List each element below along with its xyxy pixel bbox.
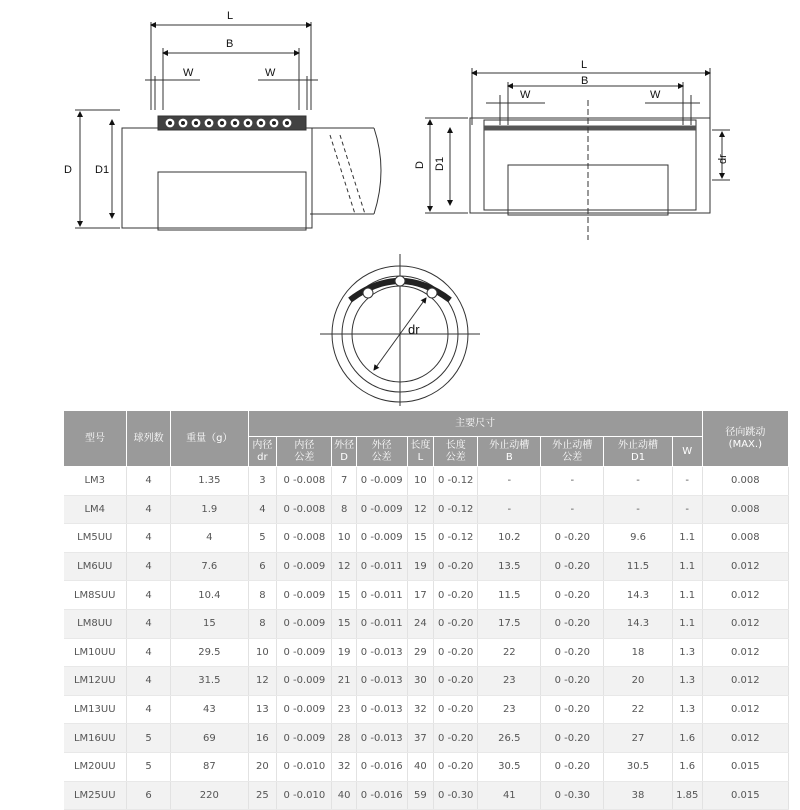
table-cell: LM13UU [64, 695, 127, 724]
table-cell: 0 -0.20 [541, 581, 604, 610]
table-cell: 0 -0.008 [277, 495, 332, 524]
table-cell: 32 [407, 695, 434, 724]
col-L-tol: 长度 公差 [434, 437, 478, 467]
side-D-label: D [64, 164, 72, 176]
table-cell: - [541, 495, 604, 524]
table-cell: 0.012 [702, 581, 788, 610]
table-cell: 0.008 [702, 524, 788, 553]
table-cell: 0 -0.016 [356, 752, 407, 781]
table-row [64, 524, 789, 553]
long-B-label: B [581, 75, 589, 87]
table-cell: 17 [407, 581, 434, 610]
table-cell: 19 [332, 638, 356, 667]
table-row [64, 467, 789, 496]
table-cell: 0.015 [702, 752, 788, 781]
table-cell: 0 -0.20 [434, 667, 478, 696]
table-cell: 0 -0.20 [434, 638, 478, 667]
table-cell: 21 [332, 667, 356, 696]
table-cell: 0 -0.008 [277, 524, 332, 553]
table-cell: 43 [171, 695, 248, 724]
table-cell: 4 [126, 467, 170, 496]
table-cell: 0.012 [702, 695, 788, 724]
table-cell: 1.6 [672, 752, 702, 781]
table-cell: 4 [126, 695, 170, 724]
table-cell: 3 [248, 467, 277, 496]
section-dr-label: dr [408, 322, 420, 337]
table-row [64, 552, 789, 581]
table-cell: 23 [332, 695, 356, 724]
col-model: 型号 [64, 411, 127, 467]
table-cell: 4 [248, 495, 277, 524]
table-row [64, 781, 789, 810]
table-cell: 22 [478, 638, 541, 667]
spec-table [63, 410, 789, 810]
long-W-left-label: W [520, 89, 531, 101]
table-cell: 30.5 [478, 752, 541, 781]
table-cell: LM25UU [64, 781, 127, 810]
table-cell: 1.1 [672, 609, 702, 638]
table-cell: 0 -0.009 [277, 609, 332, 638]
table-cell: 30 [407, 667, 434, 696]
table-cell: 0.012 [702, 667, 788, 696]
table-cell: 0 -0.010 [277, 752, 332, 781]
table-cell: 1.6 [672, 724, 702, 753]
table-cell: 15 [332, 609, 356, 638]
table-cell: 0 -0.20 [541, 752, 604, 781]
table-cell: 0 -0.009 [277, 724, 332, 753]
table-cell: 40 [407, 752, 434, 781]
table-cell: 0.012 [702, 609, 788, 638]
col-balls: 球列数 [126, 411, 170, 467]
table-cell: 0.015 [702, 781, 788, 810]
table-cell: 0 -0.011 [356, 609, 407, 638]
table-cell: - [604, 495, 673, 524]
table-cell: 37 [407, 724, 434, 753]
table-cell: 1.3 [672, 638, 702, 667]
table-cell: 0 -0.20 [541, 667, 604, 696]
long-dr-label: dr [717, 154, 729, 164]
table-cell: LM8UU [64, 609, 127, 638]
table-cell: - [672, 495, 702, 524]
table-cell: 22 [604, 695, 673, 724]
col-main-dims: 主要尺寸 [248, 411, 702, 437]
table-cell: 8 [332, 495, 356, 524]
table-cell: 18 [604, 638, 673, 667]
table-cell: 59 [407, 781, 434, 810]
table-cell: 5 [126, 724, 170, 753]
table-cell: 0 -0.12 [434, 495, 478, 524]
table-cell: 20 [604, 667, 673, 696]
table-cell: 10 [248, 638, 277, 667]
table-cell: 9.6 [604, 524, 673, 553]
long-view [425, 68, 730, 240]
table-cell: 0 -0.20 [434, 552, 478, 581]
table-cell: 0 -0.013 [356, 667, 407, 696]
side-W-right-label: W [265, 67, 276, 79]
side-W-left-label: W [183, 67, 194, 79]
table-cell: LM8SUU [64, 581, 127, 610]
table-cell: 0.008 [702, 467, 788, 496]
table-cell: 11.5 [604, 552, 673, 581]
table-cell: 4 [126, 667, 170, 696]
table-row [64, 695, 789, 724]
table-cell: 0.012 [702, 724, 788, 753]
table-cell: 0 -0.12 [434, 524, 478, 553]
table-row [64, 667, 789, 696]
table-cell: 25 [248, 781, 277, 810]
table-cell: 0 -0.009 [356, 467, 407, 496]
table-cell: 15 [332, 581, 356, 610]
table-cell: 23 [478, 667, 541, 696]
table-cell: 0 -0.013 [356, 638, 407, 667]
table-cell: 27 [604, 724, 673, 753]
side-D1-label: D1 [95, 164, 110, 176]
table-cell: 0 -0.013 [356, 695, 407, 724]
table-cell: 0 -0.009 [277, 638, 332, 667]
table-cell: 4 [126, 609, 170, 638]
table-cell: 29 [407, 638, 434, 667]
table-row [64, 495, 789, 524]
table-row [64, 581, 789, 610]
col-weight: 重量（g） [171, 411, 248, 467]
spec-table-body [64, 467, 789, 810]
col-D: 外径 D [332, 437, 356, 467]
table-cell: 1.1 [672, 552, 702, 581]
table-cell: 7 [332, 467, 356, 496]
table-cell: 14.3 [604, 581, 673, 610]
table-cell: 32 [332, 752, 356, 781]
table-cell: - [541, 467, 604, 496]
table-cell: 1.85 [672, 781, 702, 810]
table-cell: 31.5 [171, 667, 248, 696]
table-cell: 8 [248, 581, 277, 610]
long-W-right-label: W [650, 89, 661, 101]
col-D1: 外止动槽 D1 [604, 437, 673, 467]
long-L-label: L [581, 59, 588, 71]
table-cell: 4 [126, 638, 170, 667]
table-cell: 4 [126, 524, 170, 553]
table-cell: 0 -0.011 [356, 581, 407, 610]
side-view [75, 22, 381, 230]
table-cell: 10 [407, 467, 434, 496]
section-view [320, 254, 480, 406]
table-cell: 12 [332, 552, 356, 581]
table-cell: 29.5 [171, 638, 248, 667]
table-row [64, 638, 789, 667]
table-cell: 1.3 [672, 695, 702, 724]
table-cell: 0 -0.20 [541, 609, 604, 638]
table-cell: 19 [407, 552, 434, 581]
table-cell: 15 [171, 609, 248, 638]
side-B-label: B [226, 38, 234, 50]
table-cell: 0.012 [702, 638, 788, 667]
table-cell: 0 -0.009 [356, 524, 407, 553]
table-cell: 0.008 [702, 495, 788, 524]
table-cell: 1.35 [171, 467, 248, 496]
table-cell: 0 -0.20 [434, 695, 478, 724]
table-cell: 4 [126, 495, 170, 524]
table-cell: 0 -0.010 [277, 781, 332, 810]
table-cell: 0 -0.30 [541, 781, 604, 810]
table-cell: 13 [248, 695, 277, 724]
table-cell: LM4 [64, 495, 127, 524]
col-radial [702, 411, 788, 467]
table-cell: 23 [478, 695, 541, 724]
table-cell: 38 [604, 781, 673, 810]
col-B-tol: 外止动槽 公差 [541, 437, 604, 467]
table-cell: 0 -0.30 [434, 781, 478, 810]
long-D-label: D [414, 161, 426, 169]
table-cell: 24 [407, 609, 434, 638]
table-cell: 12 [407, 495, 434, 524]
table-cell: 16 [248, 724, 277, 753]
table-cell: 0 -0.12 [434, 467, 478, 496]
table-cell: - [604, 467, 673, 496]
table-cell: 4 [126, 581, 170, 610]
table-cell: 14.3 [604, 609, 673, 638]
table-cell: 0 -0.008 [277, 467, 332, 496]
table-cell: LM16UU [64, 724, 127, 753]
table-cell: 0 -0.20 [434, 609, 478, 638]
col-dr: 内径 dr [248, 437, 277, 467]
table-cell: LM6UU [64, 552, 127, 581]
side-L-label: L [227, 10, 234, 22]
table-cell: 13.5 [478, 552, 541, 581]
table-cell: 87 [171, 752, 248, 781]
table-cell: 30.5 [604, 752, 673, 781]
table-cell: 0 -0.20 [541, 724, 604, 753]
table-cell: 1.1 [672, 581, 702, 610]
table-cell: - [672, 467, 702, 496]
col-L: 长度 L [407, 437, 434, 467]
table-cell: 20 [248, 752, 277, 781]
col-W: W [672, 437, 702, 467]
table-cell: 40 [332, 781, 356, 810]
table-cell: - [478, 467, 541, 496]
table-cell: 6 [248, 552, 277, 581]
table-cell: 220 [171, 781, 248, 810]
col-B: 外止动槽 B [478, 437, 541, 467]
table-row [64, 724, 789, 753]
table-cell: 10 [332, 524, 356, 553]
table-cell: LM5UU [64, 524, 127, 553]
col-radial-title: 径向跳动 [725, 426, 766, 438]
col-D-tol: 外径 公差 [356, 437, 407, 467]
table-cell: 0 -0.20 [434, 581, 478, 610]
table-cell: 0.012 [702, 552, 788, 581]
table-cell: 28 [332, 724, 356, 753]
table-cell: 0 -0.20 [541, 552, 604, 581]
table-cell: 11.5 [478, 581, 541, 610]
table-cell: LM20UU [64, 752, 127, 781]
table-cell: 0 -0.20 [541, 638, 604, 667]
table-cell: 0 -0.009 [356, 495, 407, 524]
table-cell: 0 -0.20 [434, 724, 478, 753]
table-cell: 0 -0.011 [356, 552, 407, 581]
table-cell: LM12UU [64, 667, 127, 696]
table-cell: 6 [126, 781, 170, 810]
table-cell: 0 -0.009 [277, 667, 332, 696]
table-cell: 1.3 [672, 667, 702, 696]
table-cell: 7.6 [171, 552, 248, 581]
table-cell: LM10UU [64, 638, 127, 667]
table-cell: 41 [478, 781, 541, 810]
table-cell: 5 [248, 524, 277, 553]
spec-table-container [63, 410, 789, 800]
table-cell: 10.2 [478, 524, 541, 553]
table-cell: 1.9 [171, 495, 248, 524]
table-cell: 0 -0.20 [434, 752, 478, 781]
table-cell: 0 -0.009 [277, 552, 332, 581]
table-cell: 1.1 [672, 524, 702, 553]
table-cell: 0 -0.009 [277, 695, 332, 724]
table-row [64, 609, 789, 638]
table-cell: 0 -0.013 [356, 724, 407, 753]
table-cell: 15 [407, 524, 434, 553]
col-dr-tol: 内径 公差 [277, 437, 332, 467]
table-cell: 12 [248, 667, 277, 696]
table-cell: 0 -0.016 [356, 781, 407, 810]
long-D1-label: D1 [434, 156, 446, 171]
table-cell: 17.5 [478, 609, 541, 638]
table-cell: 4 [171, 524, 248, 553]
table-cell: 26.5 [478, 724, 541, 753]
table-cell: - [478, 495, 541, 524]
table-cell: LM3 [64, 467, 127, 496]
table-cell: 0 -0.20 [541, 524, 604, 553]
table-cell: 10.4 [171, 581, 248, 610]
table-row [64, 752, 789, 781]
table-cell: 0 -0.20 [541, 695, 604, 724]
table-cell: 0 -0.009 [277, 581, 332, 610]
table-cell: 69 [171, 724, 248, 753]
table-cell: 8 [248, 609, 277, 638]
col-radial-unit: (MAX.) [728, 438, 762, 450]
table-cell: 5 [126, 752, 170, 781]
table-cell: 4 [126, 552, 170, 581]
